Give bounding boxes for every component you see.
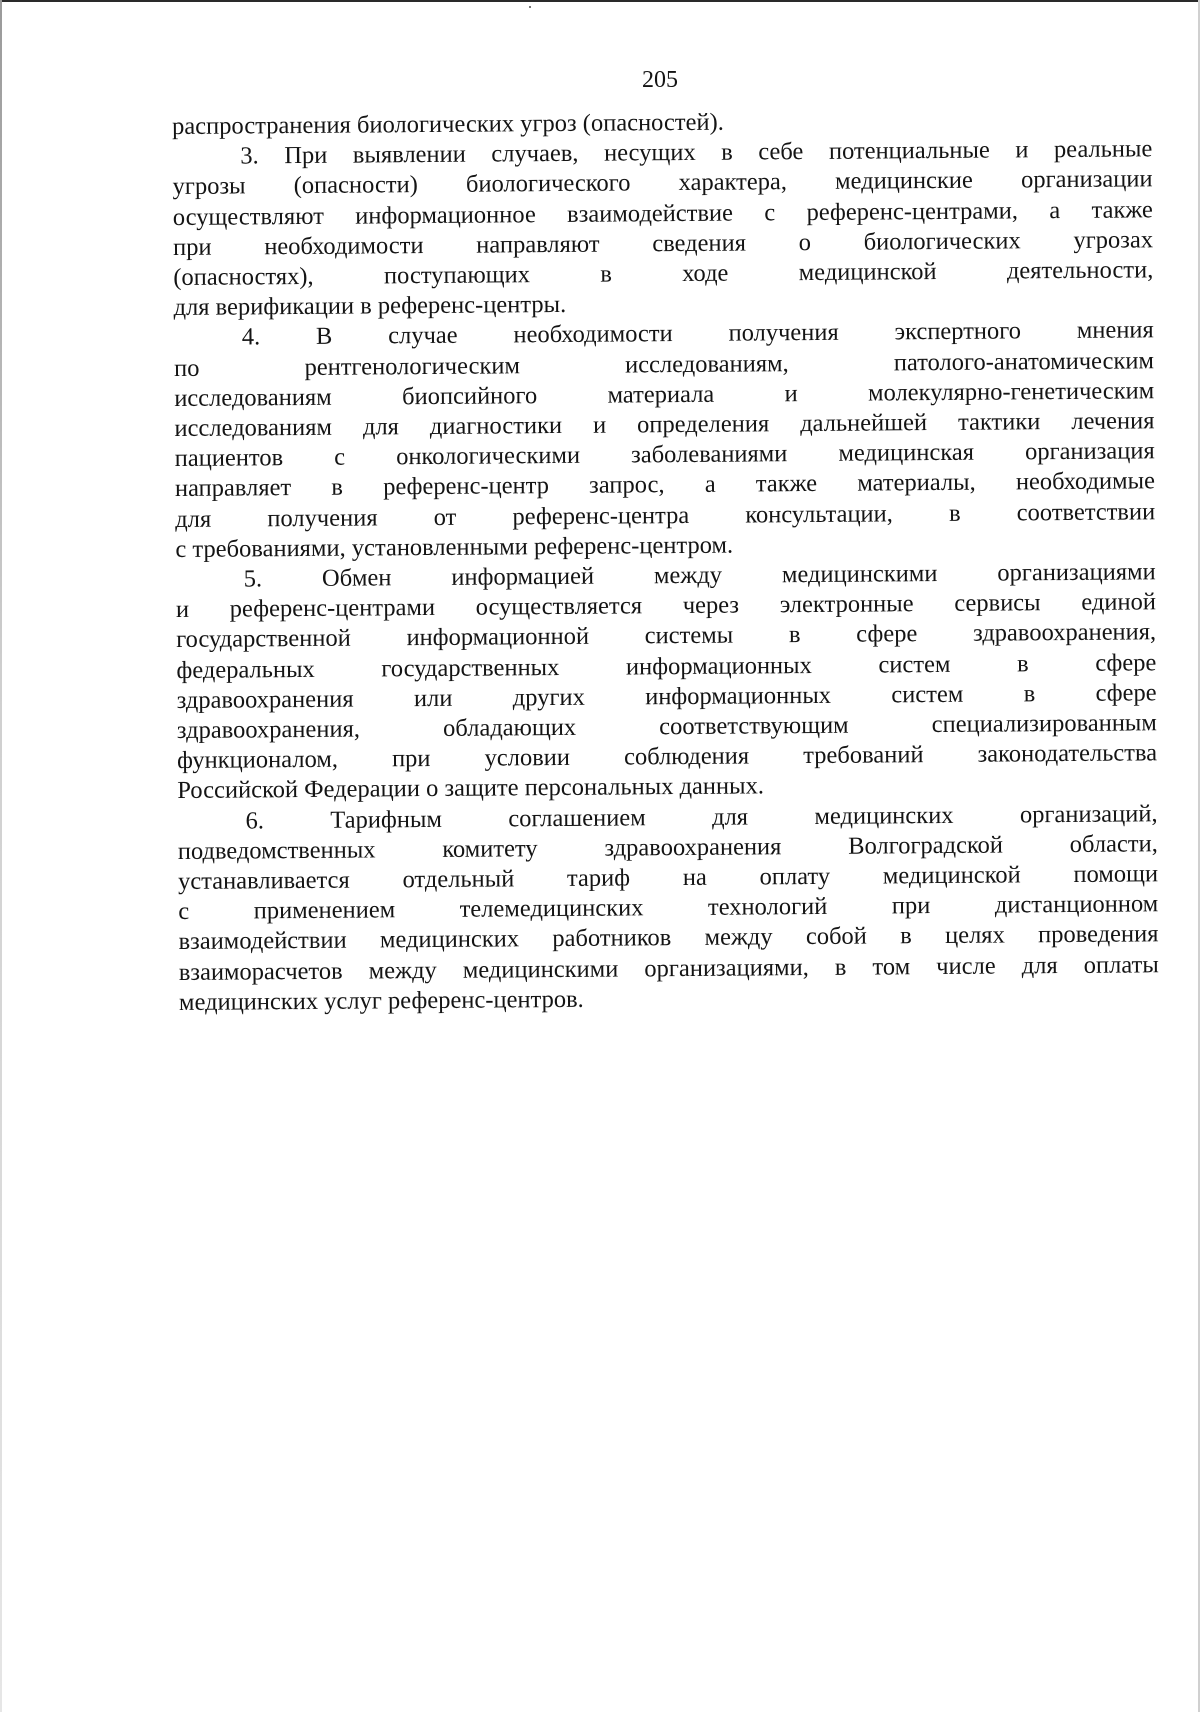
text-line: пациентов с онкологическими заболеваниями медицинская организация [174, 437, 1155, 473]
text-line: по рентгенологическим исследованиям, патолого-анатомическим [173, 346, 1155, 382]
paragraph-first-line: 6. Тарифным соглашением для медицинских организаций, [245, 799, 1158, 835]
text-line: угрозы (опасности) биологического характера, медицинские организации [172, 165, 1153, 201]
text-line: осуществляют информационное взаимодействие с референс-центрами, а также [172, 195, 1153, 231]
text-line: направляет в референс-центр запрос, а также материалы, необходимые [174, 467, 1156, 503]
text-line: для получения от референс-центра консультации, в соответствии [175, 497, 1156, 533]
text-line: взаиморасчетов между медицинскими организациями, в том числе для оплаты [178, 950, 1159, 986]
paragraph-first-line: 4. В случае необходимости получения экспертного мнения [241, 316, 1154, 351]
scan-left-edge [0, 0, 2, 1712]
text-line: для верификации в референс-центры. [173, 291, 567, 322]
document-body [172, 103, 1160, 1131]
text-line: государственной информационной системы в сфере здравоохранения, [176, 618, 1157, 654]
text-line: здравоохранения или других информационных систем в сфере [176, 679, 1157, 714]
text-line: здравоохранения, обладающих соответствующим специализированным [176, 709, 1157, 744]
text-line: с применением телемедицинских технологий при дистанционном [178, 890, 1159, 926]
paragraph-first-line: 5. Обмен информацией между медицинскими организациями [243, 558, 1156, 593]
page-number: 205 [642, 67, 678, 93]
text-line: устанавливается отдельный тариф на оплату медицинской помощи [177, 860, 1159, 895]
text-line: исследованиям для диагностики и определения дальнейшей тактики лечения [174, 407, 1155, 442]
text-line: взаимодействии медицинских работников между собой в целях проведения [178, 920, 1159, 956]
text-line: распространения биологических угроз (опасностей). [172, 108, 724, 140]
text-line: функционалом, при условии соблюдения требований законодательства [176, 739, 1158, 775]
text-line: и референс-центрами осуществляется через электронные сервисы единой [175, 588, 1156, 624]
text-line: федеральных государственных информационных систем в сфере [176, 648, 1157, 684]
text-line: исследованиям биопсийного материала и молекулярно-генетическим [174, 377, 1155, 412]
scan-artifact-dot [529, 6, 531, 8]
paragraph-first-line: 3. При выявлении случаев, несущих в себе потенциальные и реальные [240, 135, 1153, 170]
text-line: с требованиями, установленными референс-центром. [175, 531, 734, 563]
text-line: при необходимости направляют сведения о биологических угрозах [172, 226, 1154, 261]
text-line: Российской Федерации о защите персональных данных. [177, 772, 765, 805]
text-line: (опасностях), поступающих в ходе медицинской деятельности, [173, 256, 1154, 291]
text-line: подведомственных комитету здравоохранения Волгоградской области, [177, 830, 1158, 865]
scan-top-edge [0, 0, 1200, 2]
text-line: медицинских услуг референс-центров. [178, 985, 584, 1016]
